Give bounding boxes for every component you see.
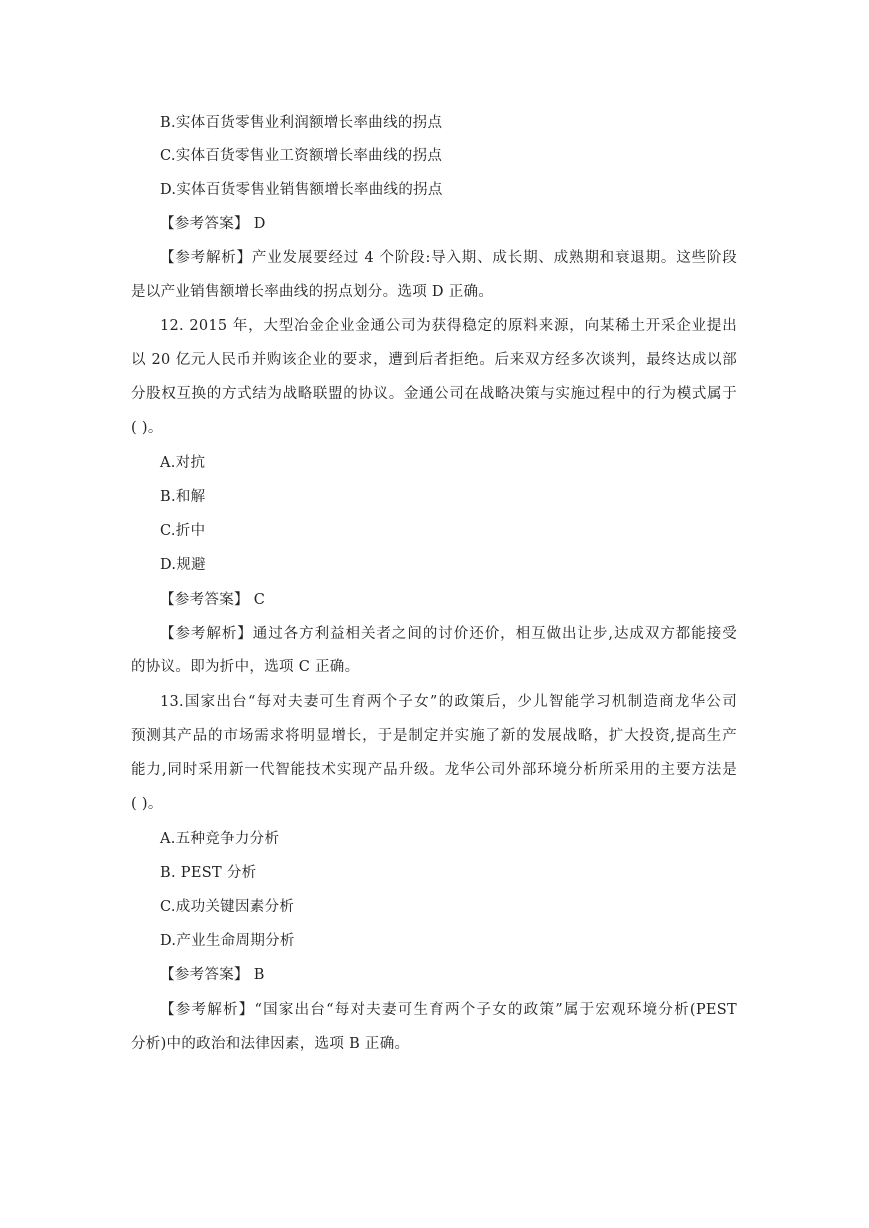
analysis-line: 分析)中的政治和法律因素，选项 B 正确。 bbox=[131, 1036, 410, 1052]
question-stem-line: ( )。 bbox=[131, 420, 163, 436]
option-b: B.和解 bbox=[160, 489, 206, 505]
option-b: B. PEST 分析 bbox=[160, 865, 257, 881]
option-c: C.折中 bbox=[160, 523, 206, 539]
question-stem-line: ( )。 bbox=[131, 796, 163, 812]
option-b: B.实体百货零售业利润额增长率曲线的拐点 bbox=[160, 115, 443, 131]
question-stem-line: 以 20 亿元人民币并购该企业的要求，遭到后者拒绝。后来双方经多次谈判，最终达成以部 bbox=[131, 352, 737, 368]
question-stem-line: 分股权互换的方式结为战略联盟的协议。金通公司在战略决策与实施过程中的行为模式属于 bbox=[131, 386, 737, 402]
reference-answer: 【参考答案】 D bbox=[160, 216, 266, 232]
question-stem-line: 预测其产品的市场需求将明显增长，于是制定并实施了新的发展战略，扩大投资,提高生产 bbox=[131, 728, 737, 744]
reference-answer: 【参考答案】 C bbox=[160, 592, 266, 608]
option-d: D.规避 bbox=[160, 557, 206, 573]
analysis-line: 【参考解析】“国家出台“每对夫妻可生育两个子女的政策”属于宏观环境分析(PEST bbox=[160, 1002, 737, 1018]
analysis-line: 【参考解析】产业发展要经过 4 个阶段:导入期、成长期、成熟期和衰退期。这些阶段 bbox=[160, 250, 737, 266]
analysis-line: 是以产业销售额增长率曲线的拐点划分。选项 D 正确。 bbox=[131, 284, 494, 300]
option-a: A.五种竞争力分析 bbox=[160, 831, 280, 847]
question-stem-line: 13.国家出台“每对夫妻可生育两个子女”的政策后，少儿智能学习机制造商龙华公司 bbox=[160, 694, 737, 710]
option-d: D.实体百货零售业销售额增长率曲线的拐点 bbox=[160, 182, 443, 198]
option-c: C.实体百货零售业工资额增长率曲线的拐点 bbox=[160, 148, 443, 164]
option-c: C.成功关键因素分析 bbox=[160, 899, 295, 915]
question-stem-line: 12. 2015 年，大型冶金企业金通公司为获得稳定的原料来源，向某稀土开采企业提出 bbox=[160, 318, 737, 334]
question-stem-line: 能力,同时采用新一代智能技术实现产品升级。龙华公司外部环境分析所采用的主要方法是 bbox=[131, 762, 737, 778]
option-d: D.产业生命周期分析 bbox=[160, 933, 295, 949]
reference-answer: 【参考答案】 B bbox=[160, 967, 265, 983]
analysis-line: 【参考解析】通过各方利益相关者之间的讨价还价，相互做出让步,达成双方都能接受 bbox=[160, 626, 737, 642]
option-a: A.对抗 bbox=[160, 455, 206, 471]
analysis-line: 的协议。即为折中，选项 C 正确。 bbox=[131, 659, 360, 675]
